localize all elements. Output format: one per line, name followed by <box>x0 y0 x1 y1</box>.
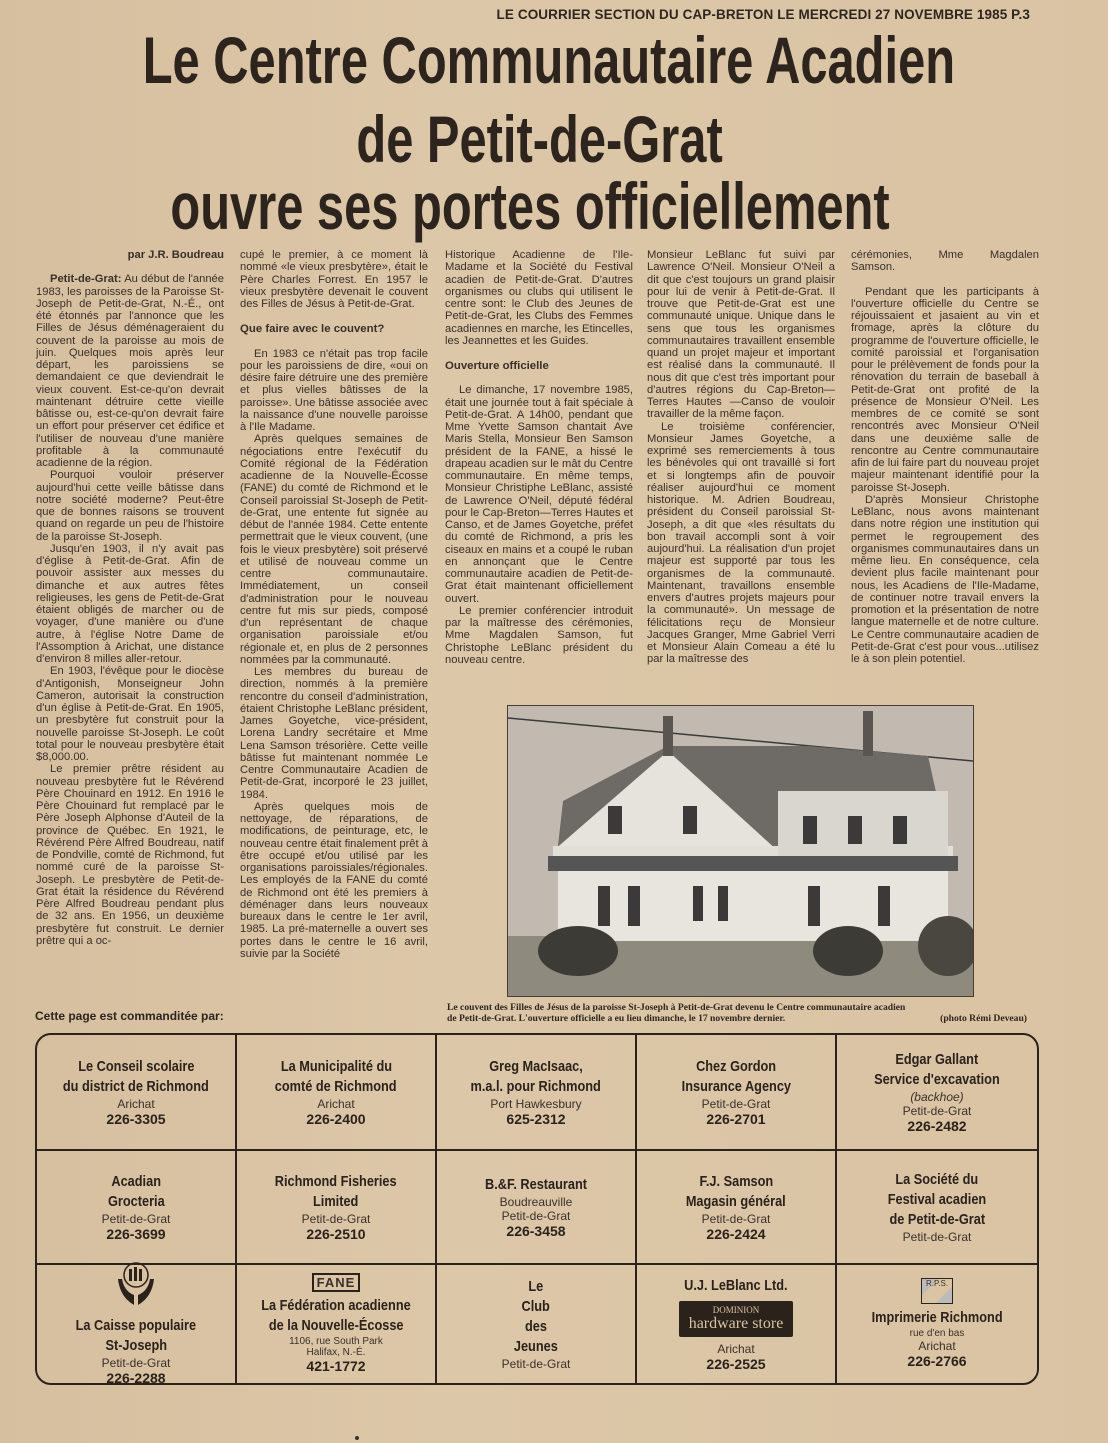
sponsor-location: Petit-de-Grat <box>101 1356 171 1370</box>
sponsor-name: m.a.l. pour Richmond <box>470 1077 602 1095</box>
article-column-4 <box>647 249 835 666</box>
paragraph-text: Le premier prêtre résident au nouveau presbytère fut le Révérend Père Chouinard en 1912. En 1916 le Père Chouinard fut remplacé par le Père Joseph Alphonse d'Auteil de la province de Québec. En 1921, le Révérend Père Alfred Boudreau, natif de Pondville, comté de Richmond, fut nommé curé de la paroisse St-Joseph. Le presbytère de Petit-de-Grat était la résidence du Révérend Père Alfred Boudreau pendant plus de 32 ans. En 1956, un deuxième presbytère fut construit. Le dernier prêtre qui a oc- <box>36 763 224 947</box>
sponsor-location: Arichat <box>717 1341 755 1356</box>
article-paragraph <box>36 469 224 543</box>
sponsor-name: Le <box>528 1278 544 1295</box>
paragraph-text: Au début de l'année 1983, les paroisses de la Paroisse St-Joseph de Petit-de-Grat, N.-É., ont été étonnés par l'annonce que les Filles de Jésus déménageraient du couvent de la paroisse au mois de juin. Quelques mois après leur départ, les paroissiens se demandaient ce que deviendrait le vieux couvent. Est-ce-qu'on devrait maintenant détruire cette vieille bâtisse ou, est-ce-qu'on devrait faire un effort pour préserver cet édifice et l'utiliser de nouveau d'une manière profitable à la communauté acadienne de la région. <box>36 273 224 469</box>
sponsor-name: Insurance Agency <box>681 1077 791 1095</box>
convent-photo <box>507 705 974 997</box>
paragraph-text: Le dimanche, 17 novembre 1985, était une journée tout à fait spéciale à Petit-de-Grat. A 14h00, pendant que Mme Yvette Samson chantait Ave Maris Stella, Monsieur Ben Samson président de la FANE, a hissé le drapeau acadien sur le mât du Centre communautaire. En même temps, Monsieur Christiphe LeBlanc, assisté de Lawrence O'Neil, député fédéral pour le Cap-Breton—Terres Hautes et Canso, et de James Goyetche, préfet du comté de Richmond, a pris les ciseaux en mains et a coupé le ruban en annonçant que le Centre communautaire acadien de Petit-de-Grat était maintenant officiellement ouvert. <box>445 384 633 605</box>
sponsor-name: Limited <box>313 1192 359 1210</box>
sponsor-name: Edgar Gallant <box>895 1050 979 1068</box>
sponsor-ads-grid <box>35 1033 1039 1385</box>
sponsor-name: Festival acadien <box>887 1191 987 1208</box>
sponsor-name: Club <box>521 1298 551 1315</box>
sponsor-note: (backhoe) <box>910 1089 964 1104</box>
paragraph-text: Monsieur LeBlanc fut suivi par Lawrence O'Neil. Monsieur O'Neil a dit que c'est toujours un grand plaisir pour lui de venir à Petit-de-Grat. Il trouve que Petit-de-Grat est une communauté unique. Unique dans le sens que tous les organismes communautaires travaillent ensemble quand un projet majeur et important est réalisé dans la communauté. Il nous dit que c'est très important pour d'autres régions du Cap-Breton—Terres Hautes —Canso de vouloir travailler de la même façon. <box>647 249 835 421</box>
article-paragraph <box>851 286 1039 494</box>
photo-caption <box>447 1002 1027 1024</box>
sponsor-ad <box>437 1035 637 1151</box>
caisse-populaire-logo-icon <box>116 1261 156 1312</box>
sponsor-ad <box>237 1265 437 1383</box>
article-paragraph <box>647 421 835 666</box>
rps-logo-icon: R.P.S. <box>921 1278 953 1304</box>
sponsor-name: Acadian <box>111 1172 161 1190</box>
article-paragraph <box>240 801 428 960</box>
sponsor-ad <box>837 1035 1037 1151</box>
sponsor-phone: 226-2525 <box>706 1355 766 1372</box>
paragraph-text: Après quelques semaines de négociations entre l'exécutif du Comité régional de la Fédération acadienne de la Nouvelle-Écosse (FANE) du comté de Richmond et le Conseil paroissial St-Joseph de Petit-de-Grat, une entente fut signée au début de l'année 1984. Cette entente permettrait que le vieux couvent, (une fois le vieux presbytère) soit préservé et utilisé de nouveau comme un centre communautaire. Immédiatement, un conseil d'administration pour le nouveau centre fut mis sur pieds, composé d'un représentant de chaque organisation paroissiale et/ou régionale et, en plus de 2 personnes nommées par la communauté. <box>240 433 428 666</box>
sponsor-ad <box>637 1151 837 1265</box>
sponsor-phone: 226-2288 <box>106 1370 166 1385</box>
sponsor-name: comté de Richmond <box>275 1077 397 1095</box>
sponsor-ad <box>637 1035 837 1151</box>
sponsor-name: Imprimerie Richmond <box>871 1309 1003 1326</box>
fane-logo-icon: FANE <box>312 1273 361 1292</box>
article-paragraph <box>36 543 224 666</box>
sponsor-location: Arichat <box>317 1096 355 1111</box>
sponsor-ad <box>437 1265 637 1383</box>
sponsor-name: des <box>525 1318 547 1335</box>
article-column-1 <box>36 249 224 947</box>
article-paragraph <box>36 273 224 469</box>
sponsor-name: La Caisse populaire <box>75 1317 197 1334</box>
article-paragraph <box>36 665 224 763</box>
sponsor-ad <box>837 1265 1037 1383</box>
dominion-label: DOMINION <box>712 1304 760 1315</box>
article-column-5 <box>851 249 1039 665</box>
sponsor-phone: 226-3305 <box>106 1110 166 1127</box>
sponsor-name: U.J. LeBlanc Ltd. <box>684 1276 788 1294</box>
headline-line-2: de Petit-de-Grat <box>356 102 724 176</box>
sponsor-phone: 226-2400 <box>306 1110 366 1127</box>
sponsor-name: Greg MacIsaac, <box>489 1057 583 1075</box>
sponsor-phone: 226-2766 <box>907 1353 967 1369</box>
sponsor-phone: 226-2510 <box>306 1225 366 1242</box>
photo-credit: (photo Rémi Deveau) <box>940 1013 1027 1024</box>
sponsor-ad <box>637 1265 837 1383</box>
sponsor-name: Le Conseil scolaire <box>77 1057 195 1075</box>
sponsor-phone: 226-2424 <box>706 1225 766 1242</box>
sponsor-ad <box>237 1035 437 1151</box>
house-illustration <box>508 706 973 996</box>
paragraph-text: Jusqu'en 1903, il n'y avait pas d'église à Petit-de-Grat. Afin de pouvoir assister aux messes du dimanche et aux autres fêtes religieuses, les gens de Petit-de-Grat étaient obligés de marcher ou de voyager, d'une manière ou d'une autre, à l'église Notre Dame de l'Assomption à Arichat, une distance d'environ 8 milles aller-retour. <box>36 542 224 665</box>
paragraph-text: Les membres du bureau de direction, nommés à la première rencontre du conseil d'administration, étaient Christophe LeBlanc président, James Goyetche, vice-président, Lorena Landry secrétaire et Mme Lena Samson trésorière. Cette veille bâtisse fut maintenant nommée Le Centre Communautaire Acadien de Petit-de-Grat, incorporé le 23 juillet, 1984. <box>240 666 428 801</box>
article-paragraph <box>445 384 633 605</box>
sponsor-name: Jeunes <box>514 1338 558 1355</box>
sponsor-location: Petit-de-Grat <box>101 1211 171 1226</box>
caption-text: Le couvent des Filles de Jésus de la paroisse St-Joseph à Petit-de-Grat devenu le Centre communautaire acadien de Petit-de-Grat. L'ouverture officielle a eu lieu dimanche, le 17 novembre dernier. <box>447 1002 906 1024</box>
headline-line-1: Le Centre Communautaire Acadien <box>142 23 956 97</box>
hardware-store-label: hardware store <box>688 1314 784 1332</box>
sponsor-name: F.J. Samson <box>699 1172 773 1190</box>
sponsor-location: Petit-de-Grat <box>501 1357 571 1371</box>
article-paragraph <box>240 249 428 310</box>
sponsor-ad <box>37 1035 237 1151</box>
sponsor-ad <box>37 1265 237 1383</box>
article-paragraph <box>240 433 428 666</box>
sponsor-phone: 226-3458 <box>506 1222 566 1239</box>
print-speck <box>355 1436 359 1440</box>
sponsor-location: Arichat <box>918 1339 956 1353</box>
sponsor-ad <box>37 1151 237 1265</box>
article-column-3 <box>445 249 633 666</box>
sponsor-name: de la Nouvelle-Écosse <box>268 1317 404 1334</box>
sponsor-location: Petit-de-Grat <box>902 1103 972 1118</box>
sponsor-label: Cette page est commanditée par: <box>35 1009 224 1023</box>
masthead: LE COURRIER SECTION DU CAP-BRETON LE MERCREDI 27 NOVEMBRE 1985 P.3 <box>496 7 1030 22</box>
sponsor-phone: 226-2701 <box>706 1110 766 1127</box>
sponsor-location: Petit-de-Grat <box>301 1211 371 1226</box>
sponsor-location: Arichat <box>117 1096 155 1111</box>
article-paragraph <box>647 249 835 421</box>
sponsor-phone: 625-2312 <box>506 1110 566 1127</box>
paragraph-text: cérémonies, Mme Magdalen Samson. <box>851 249 1039 274</box>
sponsor-location: Port Hawkesbury <box>490 1096 582 1111</box>
paragraph-text: En 1903, l'évêque pour le diocèse d'Antigonish, Monseigneur John Cameron, autorisait la construction d'un église à Petit-de-Grat. En 1905, un presbytère fut construit pour la nouvelle paroisse St-Joseph. Le coût total pour le nouveau presbytère était $8,000.00. <box>36 665 224 763</box>
section-heading: Que faire avec le couvent? <box>240 323 385 336</box>
dominion-hardware-logo <box>679 1301 794 1337</box>
article-paragraph <box>445 605 633 666</box>
sponsor-address: rue d'en bas <box>909 1328 965 1339</box>
headline-line-3: ouvre ses portes officiellement <box>170 169 890 243</box>
sponsor-location: Petit-de-Grat <box>701 1096 771 1111</box>
sponsor-phone: 226-2482 <box>907 1117 967 1134</box>
dateline: Petit-de-Grat: <box>50 273 122 286</box>
article-paragraph <box>445 249 633 347</box>
sponsor-address: Halifax, N.-É. <box>306 1347 366 1358</box>
sponsor-name: B.&F. Restaurant <box>484 1175 588 1193</box>
sponsor-name: La Fédération acadienne <box>261 1297 411 1314</box>
paragraph-text: D'après Monsieur Christophe LeBlanc, nous avons maintenant dans notre région une institution qui permet le regroupement des organismes communautaires dans un même lieu. En conséquence, cela devient plus facile maintenant pour nous, les Acadiens de l'Ile-Madame, de continuer notre travail envers la promotion et la présentation de notre langue maternelle et de notre culture. Le Centre communautaire acadien de Petit-de-Grat c'est pour vous...utilisez le à son plein potentiel. <box>851 493 1039 665</box>
sponsor-location: Petit-de-Grat <box>701 1211 771 1226</box>
sponsor-phone: 226-3699 <box>106 1225 166 1242</box>
sponsor-name: Richmond Fisheries <box>275 1172 397 1190</box>
sponsor-name: Grocteria <box>107 1192 165 1210</box>
article-column-2 <box>240 249 428 960</box>
paragraph-text: Historique Acadienne de l'Ile-Madame et la Société du Festival acadien de Petit-de-Grat. D'autres organismes ou clubs qui utilisent le centre sont: le Club des Jeunes de Petit-de-Grat, les Clubs des Femmes acadiennes en marche, les Etincelles, les Jeannettes et les Guides. <box>445 249 633 347</box>
sponsor-ad <box>837 1151 1037 1265</box>
paragraph-text: Le premier conférencier introduit par la maîtresse des cérémonies, Mme Magdalen Samson, fut Christophe LeBlanc président du nouveau centre. <box>445 604 633 666</box>
sponsor-address: 1106, rue South Park <box>289 1336 383 1347</box>
sponsor-location: Petit-de-Grat <box>501 1208 571 1223</box>
paragraph-text: Pendant que les participants à l'ouverture officielle du Centre se réjouissaient et jasaient au vin et fromage, après la clôture du programme de l'ouverture officielle, le comité paroissial et l'organisation pour le prélèvement de fonds pour la rénovation du terrain de baseball à Petit-de-Grat ont profité de la présence de Monsieur O'Neil. Les membres de ce comité se sont rencontrés avec Monsieur O'Neil dans une deuxième salle de rencontre au Centre communautaire afin de lui faire part du nouveau projet majeur maintenant identifié pour la paroisse St-Joseph. <box>851 285 1039 494</box>
byline: par J.R. Boudreau <box>127 249 224 261</box>
article-paragraph <box>851 249 1039 274</box>
sponsor-name: Service d'excavation <box>874 1070 1000 1088</box>
paragraph-text: En 1983 ce n'était pas trop facile pour les paroissiens de dire, «oui on désire faire détruire une des première et plus vielles bâtisses de la paroisse». Une bâtisse associée avec la naissance d'une nouvelle paroisse à l'Ile Madame. <box>240 347 428 433</box>
sponsor-name: Magasin général <box>686 1192 786 1210</box>
paragraph-text: Après quelques mois de nettoyage, de réparations, de modifications, de peinturage, etc, le nouveau centre était finalement prêt à être occupé et/ou utilisé par les organisations paroissiales/régionales. Les employés de la FANE du comté de Richmond ont été les premiers à déménager dans leurs nouveaux bureaux dans le centre le 1er avril, 1985. La pré-maternelle a ouvert ses portes dans le centre le 16 avril, suivie par la Société <box>240 800 428 960</box>
article-paragraph <box>36 763 224 947</box>
sponsor-phone: 421-1772 <box>306 1358 366 1374</box>
paragraph-text: cupé le premier, à ce moment là nommé «le vieux presbytère», était le Père Charles Forrest. En 1957 le vieux presbytère devenait le couvent des Filles de Jésus à Petit-de-Grat. <box>240 249 428 310</box>
article-paragraph <box>240 666 428 801</box>
article-paragraph <box>851 494 1039 666</box>
sponsor-name: La Municipalité du <box>280 1057 392 1075</box>
section-heading: Ouverture officielle <box>445 360 549 372</box>
sponsor-name: du district de Richmond <box>63 1077 209 1095</box>
sponsor-ad <box>437 1151 637 1265</box>
paragraph-text: Pourquoi vouloir préserver aujourd'hui cette veille bâtisse dans notre société moderne? Peut-être que de bonnes raisons se trouvent quand on regarde un peu de l'histoire de la paroisse St-Joseph. <box>36 469 224 543</box>
sponsor-name: St-Joseph <box>105 1337 167 1354</box>
paragraph-text: Le troisième conférencier, Monsieur James Goyetche, a exprimé ses remerciements à tous les bénévoles qui ont travaillé si fort et si longtemps afin de pouvoir réaliser aujourd'hui ce moment historique. M. Adrien Boudreau, président du Conseil paroissial St-Joseph, a dit que «les résultats du bon travail accompli sont à voir aujourd'hui. La réalisation d'un projet majeur est supporté par tous les organismes de la communauté. Maintenant, travaillons ensemble envers d'autres projets majeurs pour la communauté». Un message de félicitations reçu de Monsieur Jacques Granger, Mme Gabriel Verri et Monsieur Alain Comeau a été lu par la maîtresse des <box>647 420 835 666</box>
sponsor-location: Petit-de-Grat <box>902 1230 972 1244</box>
sponsor-name: La Société du <box>895 1171 979 1188</box>
sponsor-name: de Petit-de-Grat <box>889 1211 985 1228</box>
sponsor-name: Chez Gordon <box>695 1057 777 1075</box>
sponsor-location: Boudreauville <box>499 1194 573 1209</box>
sponsor-ad <box>237 1151 437 1265</box>
article-paragraph <box>240 348 428 434</box>
